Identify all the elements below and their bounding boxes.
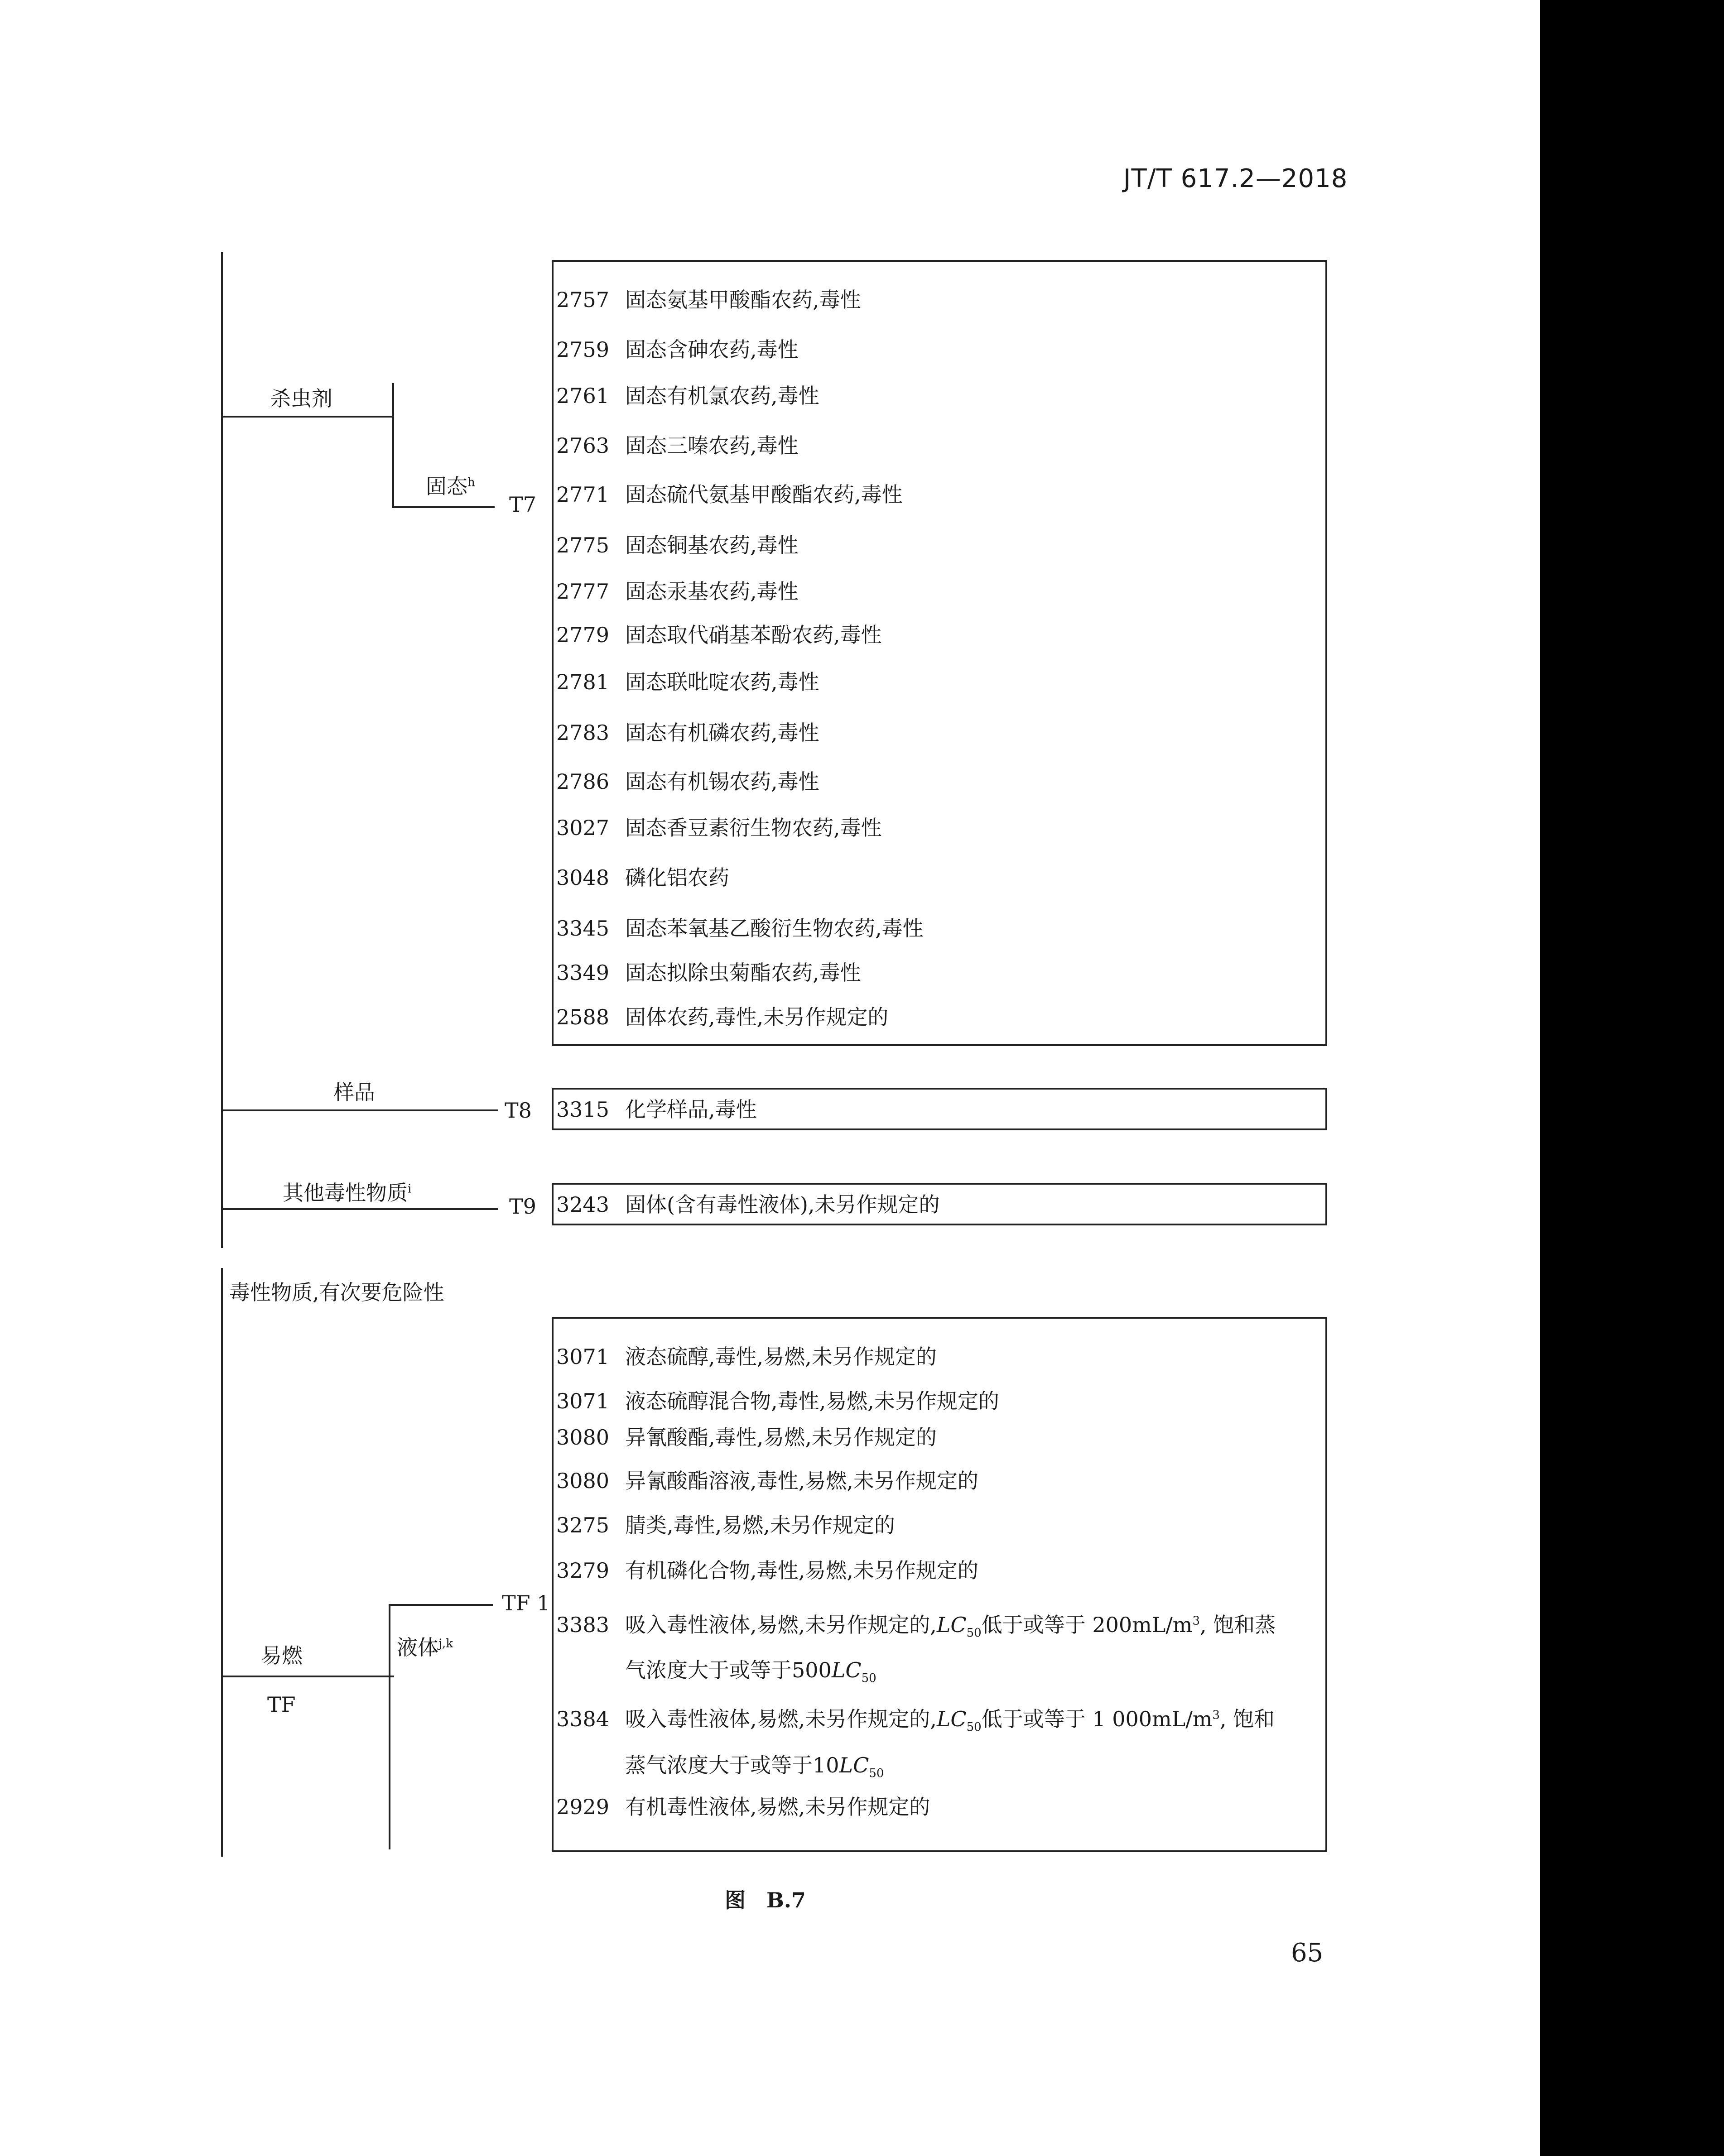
entry-3384-code: 3384: [556, 1707, 610, 1731]
entry-code: 3080: [556, 1469, 610, 1493]
entry-name: 固态铜基农药,毒性: [625, 533, 799, 557]
scan-margin: [1540, 0, 1724, 2156]
entry-code: 2781: [556, 670, 610, 694]
t7-code: T7: [509, 492, 536, 517]
tf1-code: TF 1: [502, 1591, 550, 1615]
t8-entry-name: 化学样品,毒性: [625, 1097, 757, 1122]
flammable-branch-line: [221, 1676, 394, 1677]
secondary-trunk-line: [221, 1268, 223, 1857]
entry-3383-line1: 吸入毒性液体,易燃,未另作规定的$,LC_{50}$低于或等于 $200mL/m^3$, 饱和蒸: [625, 1613, 1276, 1640]
entry-2929-code: 2929: [556, 1795, 610, 1819]
entry-3383-code: 3383: [556, 1613, 610, 1637]
entry-name: 固体农药,毒性,未另作规定的: [625, 1005, 889, 1029]
entry-name: 固态香豆素衍生物农药,毒性: [625, 816, 882, 840]
liquid-branch-line: [389, 1604, 493, 1606]
liquid-drop-line: [389, 1605, 390, 1849]
entry-3384-line1: 吸入毒性液体,易燃,未另作规定的$,LC_{50}$低于或等于 1 $000mL/m^3$, 饱和: [625, 1707, 1275, 1734]
entry-code: 3080: [556, 1425, 610, 1450]
entry-code: 3349: [556, 960, 610, 985]
entry-code: 2771: [556, 482, 610, 507]
t9-entry-name: 固体(含有毒性液体),未另作规定的: [625, 1192, 940, 1217]
entry-name: 固态联吡啶农药,毒性: [625, 670, 819, 694]
flammable-label: 易燃: [261, 1643, 303, 1668]
entry-name: 固态有机氯农药,毒性: [625, 384, 819, 408]
entry-code: 2757: [556, 288, 610, 312]
entry-name: 固态有机锡农药,毒性: [625, 769, 819, 794]
entry-3383-line2: 气浓度大于或等于$500LC_{50}$: [625, 1658, 876, 1685]
solid-branch-line: [392, 506, 495, 508]
t8-entry-code: 3315: [556, 1097, 610, 1122]
entry-name: 有机磷化合物,毒性,易燃,未另作规定的: [625, 1558, 978, 1583]
other-toxic-label: 其他毒性物质$^i$: [283, 1181, 412, 1205]
solid-label: 固态$^h$: [426, 474, 475, 499]
page-number: 65: [1291, 1938, 1324, 1968]
entry-code: 2761: [556, 384, 610, 408]
sample-branch-line: [221, 1109, 498, 1111]
figure-caption: 图 B.7: [725, 1888, 806, 1912]
entry-code: 3027: [556, 816, 610, 840]
entry-code: 3345: [556, 916, 610, 941]
t9-code: T9: [509, 1194, 536, 1219]
flammable-code: TF: [267, 1692, 296, 1717]
liquid-label: 液体$^{j,k}$: [397, 1635, 453, 1660]
entry-code: 3275: [556, 1513, 610, 1537]
secondary-hazard-title: 毒性物质,有次要危险性: [229, 1280, 444, 1305]
entry-code: 2588: [556, 1005, 610, 1029]
insecticide-drop-line: [392, 383, 394, 508]
sample-label: 样品: [333, 1080, 375, 1104]
entry-code: 2775: [556, 533, 610, 557]
entry-code: 3071: [556, 1389, 610, 1413]
standard-number: JT/T 617.2—2018: [1123, 164, 1348, 193]
t8-code: T8: [505, 1098, 532, 1123]
main-trunk-line: [221, 252, 223, 1248]
entry-code: 2763: [556, 433, 610, 458]
entry-code: 2779: [556, 623, 610, 647]
entry-code: 2786: [556, 769, 610, 794]
entry-name: 固态拟除虫菊酯农药,毒性: [625, 960, 861, 985]
entry-code: 2759: [556, 337, 610, 362]
entry-name: 固态苯氧基乙酸衍生物农药,毒性: [625, 916, 924, 941]
entry-code: 2777: [556, 579, 610, 604]
entry-name: 固态三嗪农药,毒性: [625, 433, 799, 458]
entry-name: 固态汞基农药,毒性: [625, 579, 799, 604]
entry-name: 液态硫醇,毒性,易燃,未另作规定的: [625, 1344, 937, 1369]
entry-code: 3071: [556, 1344, 610, 1369]
entry-name: 磷化铝农药: [625, 865, 729, 890]
entry-code: 3048: [556, 865, 610, 890]
entry-3384-line2: 蒸气浓度大于或等于$10LC_{50}$: [625, 1753, 884, 1781]
insecticide-branch-line: [221, 416, 394, 418]
entry-name: 固态硫代氨基甲酸酯农药,毒性: [625, 482, 903, 507]
insecticide-label: 杀虫剂: [270, 386, 332, 411]
entry-name: 固态氨基甲酸酯农药,毒性: [625, 288, 861, 312]
entry-name: 异氰酸酯,毒性,易燃,未另作规定的: [625, 1425, 937, 1450]
entry-name: 固态有机磷农药,毒性: [625, 720, 819, 745]
t9-entry-code: 3243: [556, 1192, 610, 1217]
entry-name: 腈类,毒性,易燃,未另作规定的: [625, 1513, 895, 1537]
entry-name: 异氰酸酯溶液,毒性,易燃,未另作规定的: [625, 1469, 978, 1493]
entry-name: 液态硫醇混合物,毒性,易燃,未另作规定的: [625, 1389, 999, 1413]
entry-code: 3279: [556, 1558, 610, 1583]
entry-2929-name: 有机毒性液体,易燃,未另作规定的: [625, 1795, 930, 1819]
other-toxic-branch-line: [221, 1208, 498, 1210]
entry-name: 固态取代硝基苯酚农药,毒性: [625, 623, 882, 647]
entry-name: 固态含砷农药,毒性: [625, 337, 799, 362]
entry-code: 2783: [556, 720, 610, 745]
